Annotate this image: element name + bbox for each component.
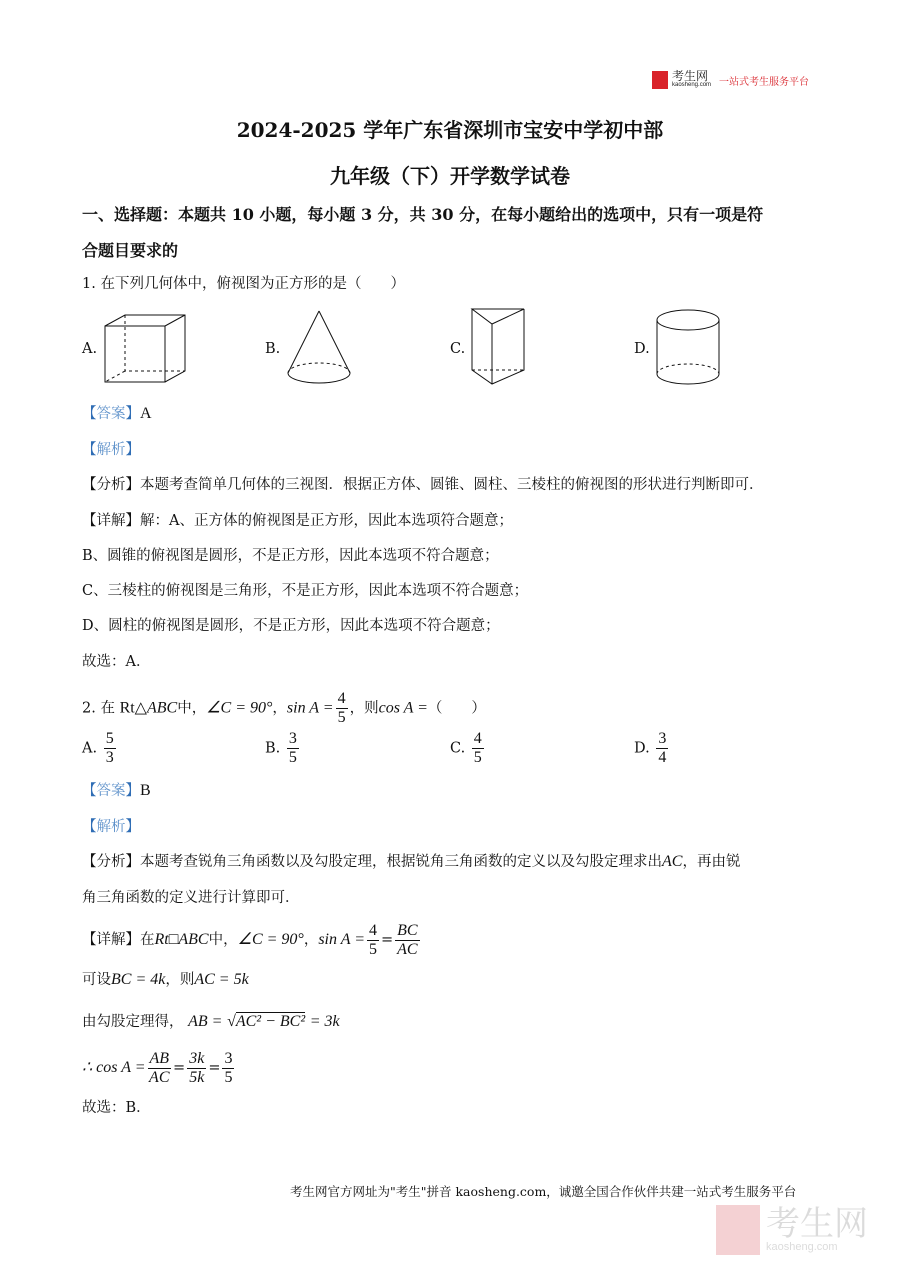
cone-figure (284, 308, 356, 388)
q2-analysis-line: 【分析】本题考查锐角三角函数以及勾股定理，根据锐角三角函数的定义以及勾股定理求出AC，再由锐 (82, 853, 741, 870)
q2-answer-value: B (140, 782, 151, 799)
q2-detail-line: 可设BC = 4k，则AC = 5k (82, 971, 249, 988)
q2-option-a: A. $\frac{5}{3}$ (82, 730, 114, 766)
q1-stem: 1. 在下列几何体中，俯视图为正方形的是（ ） (82, 276, 405, 292)
section-heading-2: 合题目要求的 (82, 241, 179, 260)
q2-answer: 【答案】B (82, 782, 151, 799)
q1-analysis-line: 【详解】解：A、正方体的俯视图是正方形，因此本选项符合题意； (82, 513, 513, 529)
analysis-tag: 解析 (96, 819, 126, 835)
q1-analysis-tag: 【解析】 (82, 442, 140, 458)
title-line2: 九年级（下）开学数学试卷 (330, 164, 570, 188)
q1-analysis-line: 故选：A． (82, 654, 151, 670)
watermark-logo-icon (716, 1205, 760, 1255)
q1-analysis-line: B、圆锥的俯视图是圆形，不是正方形，因此本选项不符合题意； (82, 548, 499, 564)
answer-tag: 答案 (96, 783, 126, 799)
q2-analysis-line: 角三角函数的定义进行计算即可． (82, 890, 300, 906)
q1-option-a: A. (82, 341, 98, 357)
logo-slogan: 一站式考生服务平台 (719, 76, 810, 88)
title-line1: 2024-2025 学年广东省深圳市宝安中学初中部 (236, 118, 664, 142)
q2-option-b: B. $\frac{3}{5}$ (265, 730, 297, 766)
analysis-tag: 解析 (96, 442, 126, 458)
logo-mark-icon (652, 71, 668, 89)
q2-option-c: C. $\frac{4}{5}$ (450, 730, 482, 766)
q1-option-b: B. (265, 341, 281, 357)
logo-name: 考生网 (672, 69, 709, 83)
q2-option-d: D. $\frac{3}{4}$ (634, 730, 667, 766)
q2-detail-line: 由勾股定理得， AB = √AC² − BC² = 3k (82, 1013, 340, 1030)
q2-choose: 故选：B． (82, 1100, 151, 1116)
q1-answer-value: A (140, 405, 152, 422)
kaosheng-watermark: 考生网 kaosheng.com (716, 1205, 868, 1255)
q1-analysis-line: C、三棱柱的俯视图是三角形，不是正方形，因此本选项不符合题意； (82, 583, 529, 599)
q2-detail-line: 【详解】在Rt□ABC中，∠C = 90°，sin A = $\frac{4}{5}$ = $\frac{BC}{AC}$ (82, 921, 418, 958)
section-heading-1: 一、选择题：本题共 10 小题，每小题 3 分，共 30 分，在每小题给出的选项中，只有一项是符 (82, 205, 764, 224)
q1-option-d: D. (634, 341, 650, 357)
footer-text: 考生网官方网址为"考生"拼音 kaosheng.com，诚邀全国合作伙伴共建一站式考生服务平台 (290, 1184, 797, 1199)
kaosheng-logo (652, 71, 809, 89)
logo-domain: kaosheng.com (672, 82, 712, 88)
cube-figure (100, 310, 195, 388)
cylinder-figure (654, 308, 724, 388)
q1-analysis-line: D、圆柱的俯视图是圆形，不是正方形，因此本选项不符合题意； (82, 618, 500, 634)
q2-stem: 2. 在 Rt△ABC中，∠C = 90°，sin A = $\frac{4}{5}$ ，则cos A =（ ） (82, 690, 486, 726)
q1-option-c: C. (450, 341, 466, 357)
triangular-prism-figure (468, 306, 530, 388)
q2-detail-line: ∴ cos A = $\frac{AB}{AC}$ = $\frac{3k}{5k}$ = $\frac{3}{5}$ (82, 1049, 233, 1086)
answer-tag: 答案 (96, 406, 126, 422)
q2-analysis-tag: 【解析】 (82, 819, 140, 835)
q1-answer: 【答案】A (82, 405, 152, 422)
q1-analysis-line: 【分析】本题考查简单几何体的三视图．根据正方体、圆锥、圆柱、三棱柱的俯视图的形状进行判断即可． (82, 477, 764, 493)
